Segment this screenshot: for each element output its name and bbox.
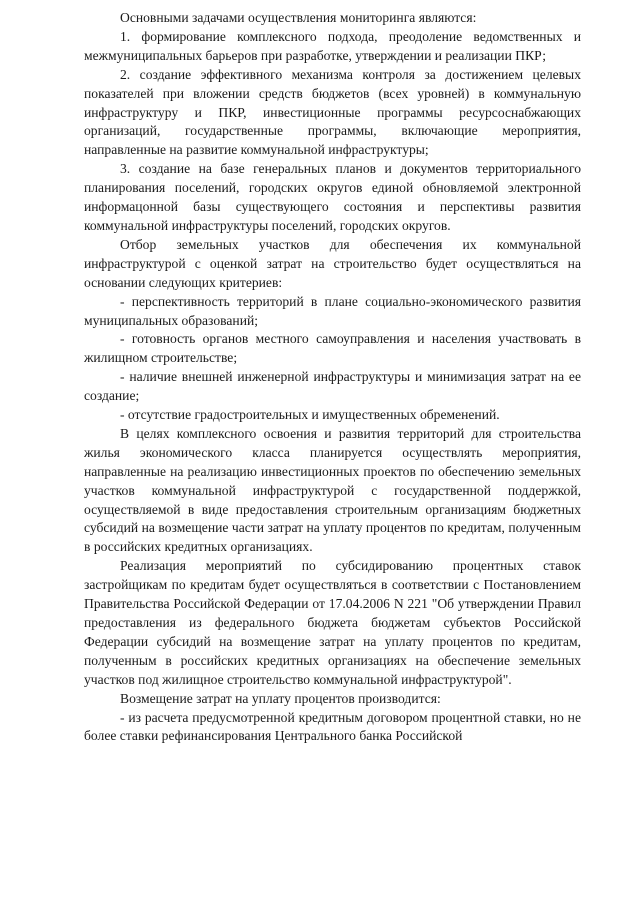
paragraph-criterion-4: - отсутствие градостроительных и имущественных обременений. <box>120 407 500 423</box>
document-body <box>84 9 581 746</box>
paragraph-subsidy-implementation: Реализация мероприятий по субсидированию процентных ставок застройщикам по кредитам будет осуществляться в соответствии с Постановлением Правительства Российской Федерации от 17.04.2006 N 221 "Об утверждении Правил предоставления из федерального бюджета бюджетам субъектов Российской Федерации субсидий на возмещение затрат на уплату процентов по кредитам, полученным в российских кредитных организациях на обеспечение земельных участков под жилищное строительство коммунальной инфраструктурой". <box>84 558 581 687</box>
paragraph-cost-reimbursement: Возмещение затрат на уплату процентов производится: <box>120 690 441 706</box>
paragraph-criterion-1: - перспективность территорий в плане социально-экономического развития муниципальных образований; <box>84 293 581 328</box>
paragraph-task-3: 3. создание на базе генеральных планов и документов территориального планирования поселений, городских округов единой обновляемой электронной информацонной базы существующего состояния и перспективы развития коммунальной инфраструктуры поселений, городских округов. <box>84 161 581 233</box>
paragraph-complex-development: В целях комплексного освоения и развития территорий для строительства жилья экономического класса планируется осуществлять мероприятия, направленные на реализацию инвестиционных проектов по обеспечению земельных участков коммунальной инфраструктурой с государственной поддержкой, осуществляемой в виде предоставления строительным организациям бюджетных субсидий на возмещение части затрат на уплату процентов по кредитам, полученным в российских кредитных организациях. <box>84 425 581 555</box>
paragraph-criterion-3: - наличие внешней инженерной инфраструктуры и минимизация затрат на ее создание; <box>84 369 581 404</box>
paragraph-criterion-2: - готовность органов местного самоуправления и населения участвовать в жилищном строительстве; <box>84 331 581 366</box>
paragraph-monitoring-tasks-intro: Основными задачами осуществления мониторинга являются: <box>120 10 477 25</box>
paragraph-land-selection: Отбор земельных участков для обеспечения их коммунальной инфраструктурой с оценкой затрат на строительство будет осуществляться на основании следующих критериев: <box>84 236 581 290</box>
paragraph-task-2: 2. создание эффективного механизма контроля за достижением целевых показателей при вложении средств бюджетов (всех уровней) в коммунальную инфраструктуру и ПКР, инвестиционные программы ресурсоснабжающих организаций, государственные программы, включающие мероприятия, направленные на развитие коммунальной инфраструктуры; <box>84 66 581 158</box>
paragraph-interest-rate-basis: - из расчета предусмотренной кредитным договором процентной ставки, но не более ставки рефинансирования Центрального банка Российской <box>84 709 581 744</box>
paragraph-task-1: 1. формирование комплексного подхода, преодоление ведомственных и межмуниципальных барьеров при разработке, утверждении и реализации ПКР; <box>84 28 581 63</box>
